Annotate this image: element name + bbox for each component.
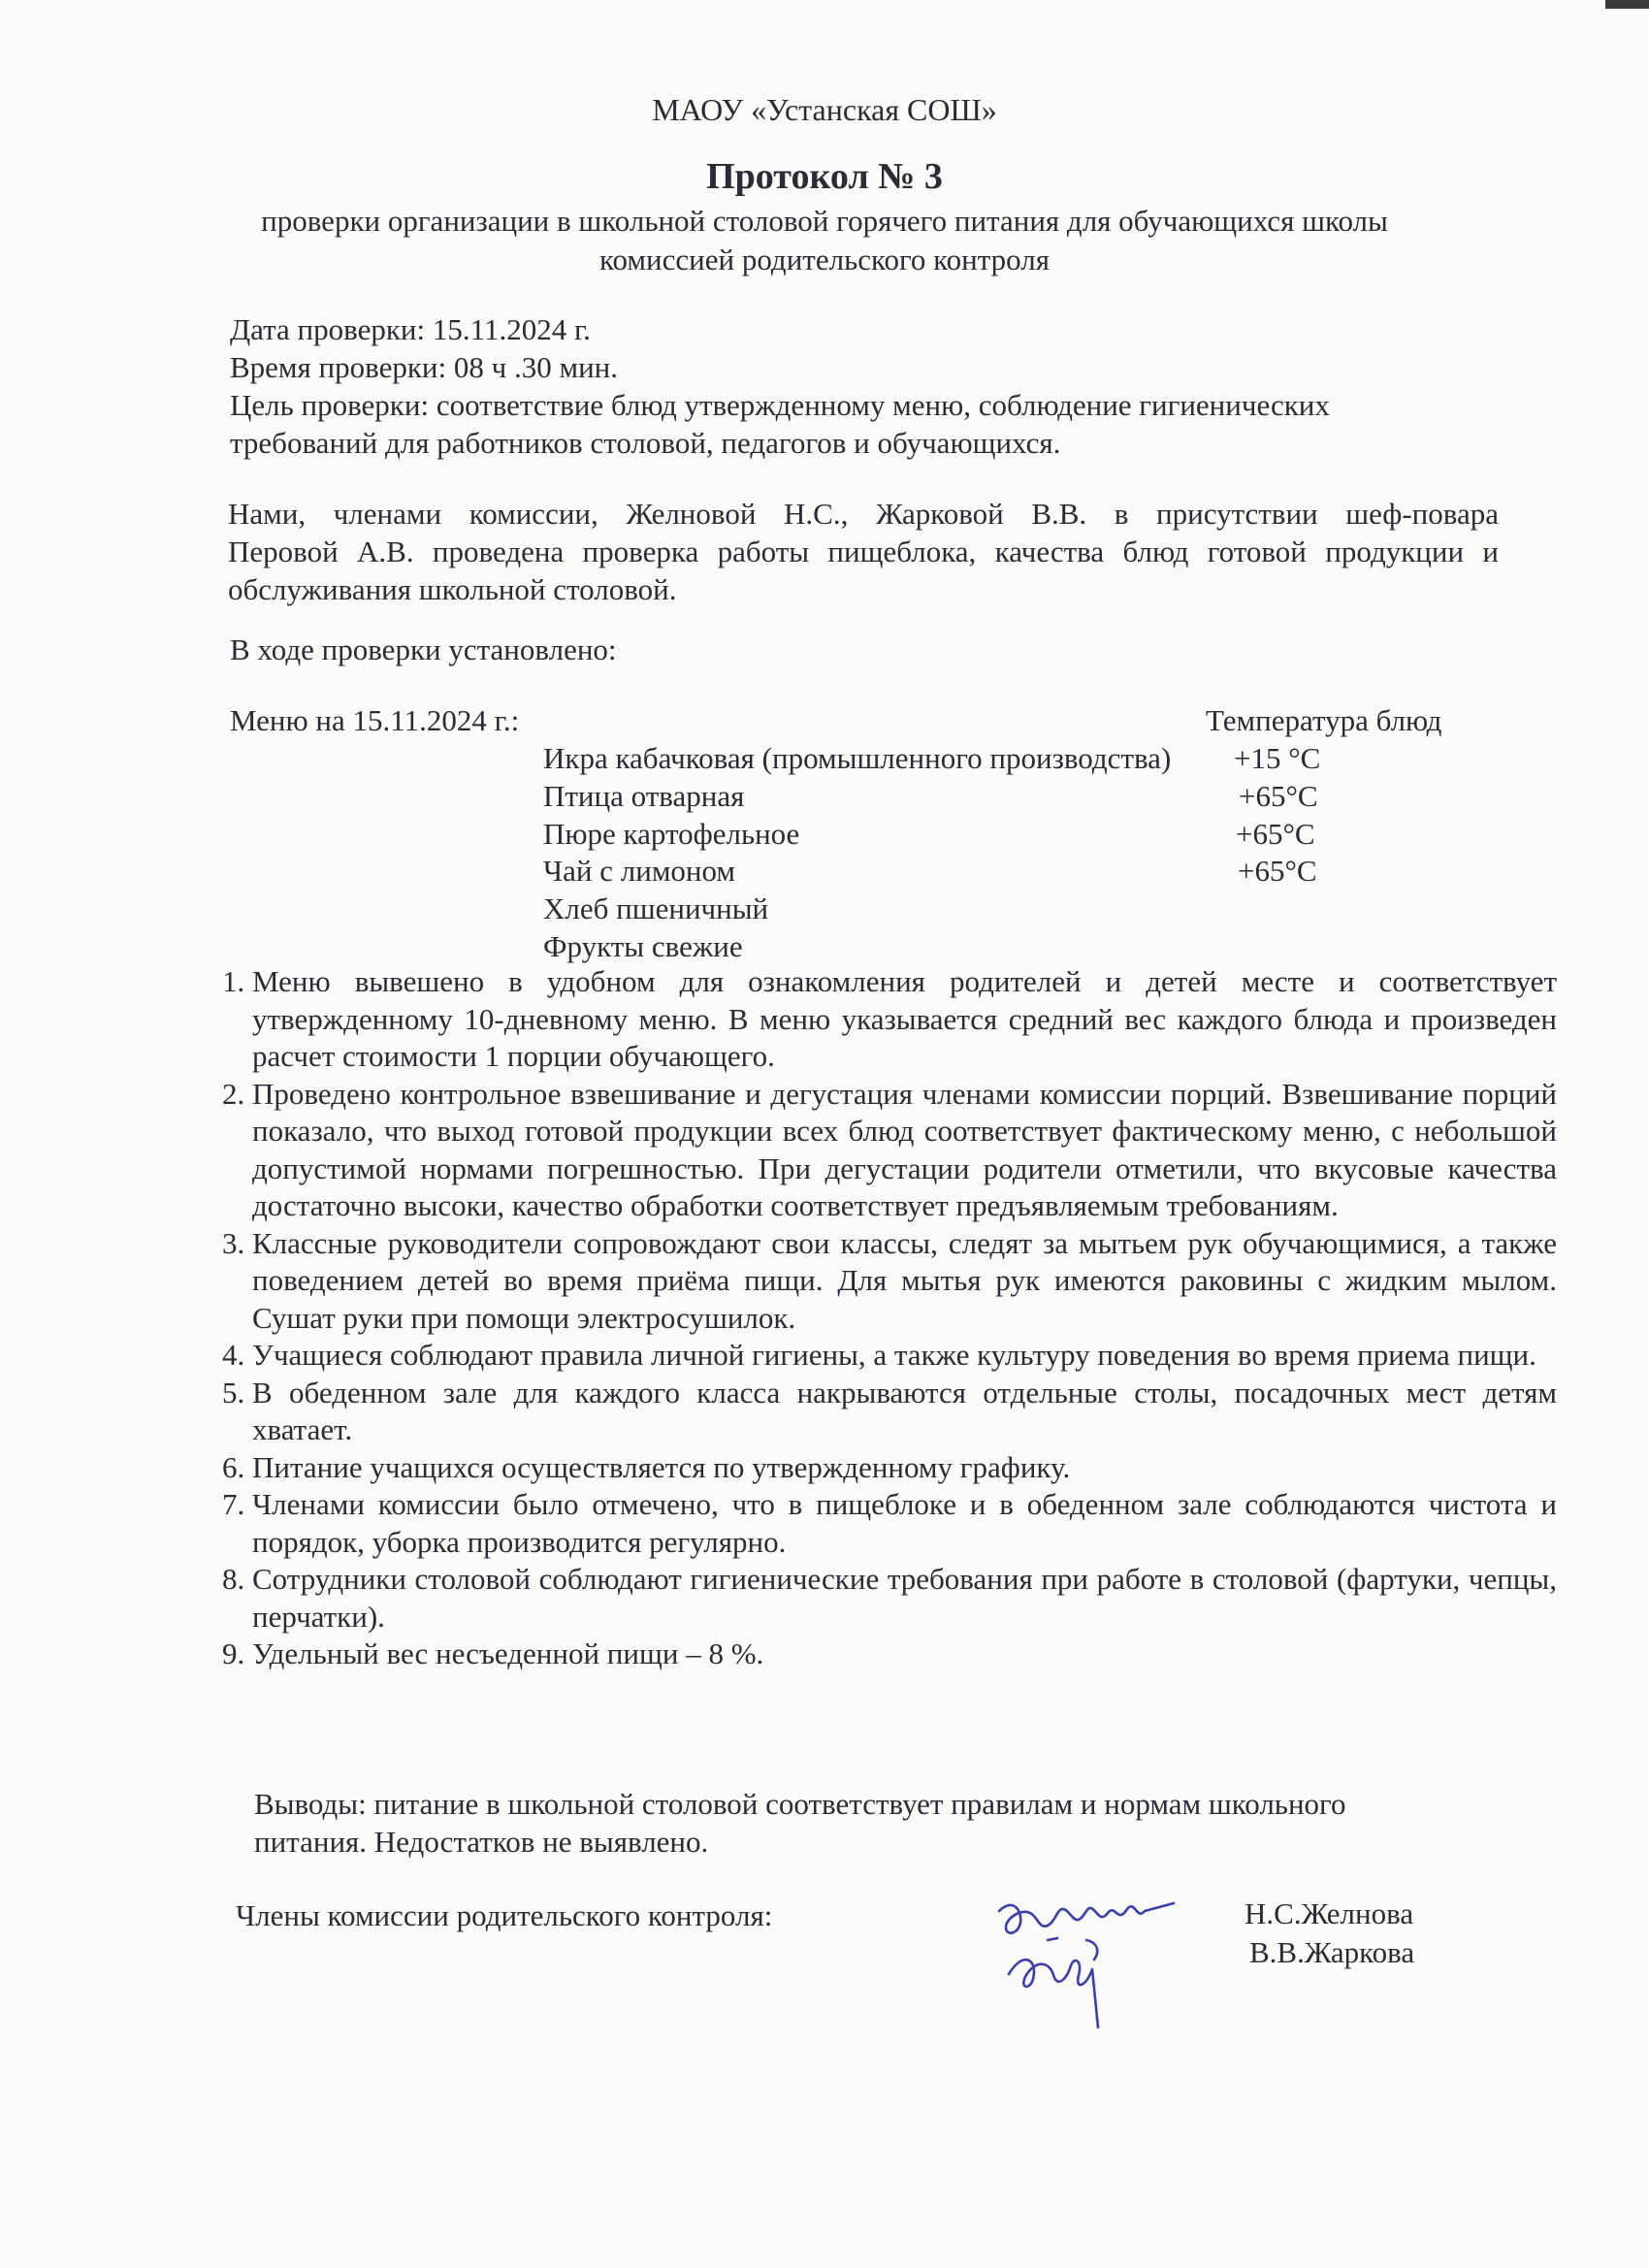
finding-item-7: 7. Членами комиссии было отмечено, что в пищеблоке и в обеденном зале соблюдаются чистота и порядок, уборка производится регулярно. — [252, 1486, 1557, 1561]
inspection-goal-line-2: требований для работников столовой, педагогов и обучающихся. — [230, 426, 1061, 460]
scan-edge-mark — [1605, 0, 1649, 9]
signature-strokes — [999, 1903, 1174, 2027]
menu-item-5: Хлеб пшеничный — [543, 891, 769, 925]
conclusion-line-2: питания. Недостатков не выявлено. — [254, 1825, 709, 1859]
subtitle-line-1: проверки организации в школьной столовой горячего питания для обучающихся школы — [261, 204, 1388, 238]
finding-item-3: 3. Классные руководители сопровождают свои классы, следят за мытьем рук обучающимися, а также поведением детей во время приёма пищи. Для мытья рук имеются раковины с жидким мылом. Сушат руки при помощи электросушилок. — [252, 1225, 1557, 1338]
member-2-name: В.В.Жаркова — [1249, 1935, 1415, 1969]
menu-item-2: Птица отварная — [543, 779, 745, 813]
handwritten-signature — [989, 1882, 1203, 2061]
subtitle-line-2: комиссией родительского контроля — [599, 243, 1050, 276]
signature-stroke-2 — [1009, 1960, 1098, 2027]
inspection-time: Время проверки: 08 ч .30 мин. — [230, 350, 619, 384]
menu-temp-3: +65°С — [1236, 817, 1315, 851]
signature-stroke-3 — [1048, 1938, 1097, 1960]
findings-list — [194, 963, 1557, 1673]
conclusion — [254, 1785, 1515, 1861]
temperature-heading: Температура блюд — [1206, 703, 1442, 737]
finding-item-2: 2. Проведено контрольное взвешивание и дегустация членами комиссии порций. Взвешивание порций показало, что выход готовой продукции всех блюд соответствует фактическому меню, с небольшой допустимой нормами погрешностью. При дегустации родители отметили, что вкусовые качества достаточно высоки, качество обработки соответствует предъявляемым требованиям. — [252, 1076, 1557, 1225]
finding-item-8: 8. Сотрудники столовой соблюдают гигиенические требования при работе в столовой (фартуки, чепцы, перчатки). — [252, 1561, 1557, 1636]
conclusion-line-1: Выводы: питание в школьной столовой соответствует правилам и нормам школьного — [254, 1787, 1346, 1821]
menu-item-6: Фрукты свежие — [543, 929, 743, 963]
intro-line-1: Нами, членами комиссии, Желновой Н.С., Жарковой В.В. в присутствии шеф-повара — [228, 497, 1499, 531]
finding-item-9: 9. Удельный вес несъеденной пищи – 8 %. — [252, 1636, 1557, 1673]
inspection-date: Дата проверки: 15.11.2024 г. — [230, 312, 591, 346]
signature-scribble — [989, 1882, 1203, 2057]
document-subtitle — [0, 202, 1649, 279]
menu-heading: Меню на 15.11.2024 г.: — [230, 703, 520, 737]
menu-temp-1: +15 °С — [1234, 741, 1321, 775]
finding-item-6: 6. Питание учащихся осуществляется по утвержденному графику. — [252, 1449, 1557, 1487]
organization-name: МАОУ «Устанская СОШ» — [652, 92, 997, 127]
document-title: Протокол № 3 — [706, 156, 943, 197]
signature-label: Члены комиссии родительского контроля: — [236, 1898, 773, 1932]
finding-item-1: 1. Меню вывешено в удобном для ознакомления родителей и детей месте и соответствует утвержденному 10-дневному меню. В меню указывается средний вес каждого блюда и произведен расчет стоимости 1 порции обучающего. — [252, 963, 1557, 1076]
intro-line-3: обслуживания школьной столовой. — [228, 572, 677, 606]
menu-item-1: Икра кабачковая (промышленного производства) — [543, 741, 1172, 775]
menu-temp-2: +65°С — [1239, 779, 1318, 813]
inspection-details — [230, 310, 1491, 462]
inspection-goal-line-1: Цель проверки: соответствие блюд утвержденному меню, соблюдение гигиенических — [230, 388, 1330, 422]
menu-temp-4: +65°С — [1238, 854, 1317, 888]
menu-item-4: Чай с лимоном — [543, 854, 736, 888]
menu-item-3: Пюре картофельное — [543, 817, 800, 851]
intro-line-2: Перовой А.В. проведена проверка работы пищеблока, качества блюд готовой продукции и — [228, 535, 1499, 568]
finding-item-5: 5. В обеденном зале для каждого класса накрываются отдельные столы, посадочных мест детям хватает. — [252, 1375, 1557, 1449]
member-1-name: Н.С.Желнова — [1245, 1896, 1414, 1930]
signature-stroke-1 — [999, 1903, 1174, 1933]
intro-paragraph — [228, 495, 1499, 608]
established-heading: В ходе проверки установлено: — [230, 632, 617, 666]
finding-item-4: 4. Учащиеся соблюдают правила личной гигиены, а также культуру поведения во время приема пищи. — [252, 1337, 1557, 1375]
